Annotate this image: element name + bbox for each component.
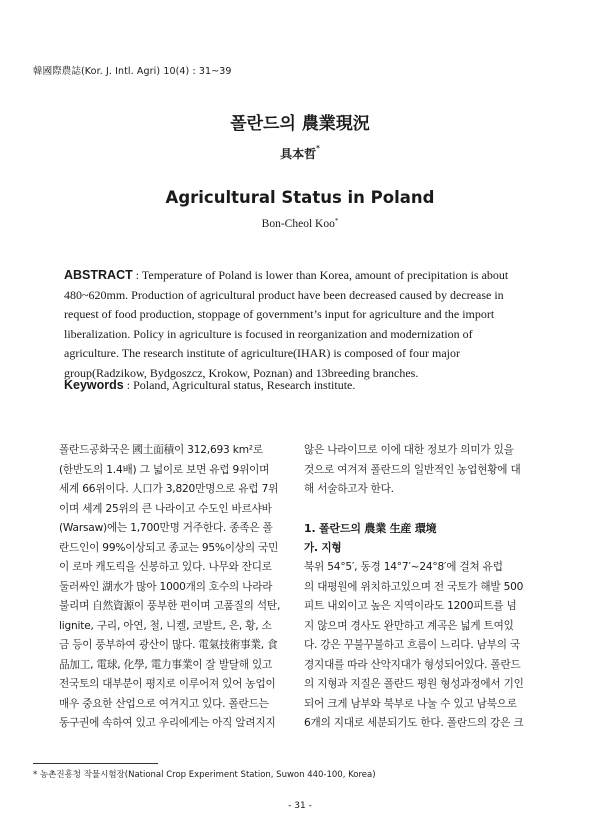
abstract-separator: : bbox=[132, 268, 142, 282]
abstract bbox=[64, 266, 540, 384]
korean-author-name: 具本哲 bbox=[280, 147, 317, 161]
body-line: 것으로 여겨져 폴란드의 일반적인 농업현황에 대 bbox=[304, 463, 521, 476]
section-heading: 1. 폴란드의 農業 生産 環境 bbox=[304, 522, 437, 535]
english-author-footnote-mark: * bbox=[334, 217, 339, 225]
abstract-text: Temperature of Poland is lower than Korea, amount of precipitation is about bbox=[141, 268, 509, 282]
body-line: 둘러싸인 湖水가 많아 1000개의 호수의 나라라 bbox=[59, 580, 273, 593]
body-line: (한반도의 1.4배) 그 넓이로 보면 유럽 9위이며 bbox=[59, 463, 270, 476]
author-footnote-mark: * bbox=[316, 144, 320, 152]
footnote-mark: * bbox=[33, 770, 38, 780]
body-line: 지 않으며 경사도 완만하고 계곡은 넓게 트여있 bbox=[304, 619, 514, 632]
korean-title-text: 폴란드의 農業現況 bbox=[230, 114, 370, 134]
abstract-line: 480~620mm. Production of agricultural product have been decreased caused by decrease in bbox=[64, 287, 504, 302]
body-line: 금 등이 풍부하여 광산이 많다. 電氣技術事業, 食 bbox=[59, 639, 278, 651]
body-line: 란드인이 99%이상되고 종교는 95%이상의 국민 bbox=[59, 541, 279, 554]
english-author bbox=[0, 218, 600, 230]
body-line: 세계 66위이다. 人口가 3,820만명으로 유럽 7위 bbox=[59, 483, 279, 495]
footnote-rule bbox=[33, 763, 158, 764]
english-title-text: Agricultural Status in Poland bbox=[165, 188, 435, 207]
abstract-label: ABSTRACT bbox=[64, 268, 133, 282]
body-line: 되어 크게 남부와 북부로 나눌 수 있고 남북으로 bbox=[304, 697, 517, 710]
keywords-label: Keywords bbox=[64, 378, 124, 392]
body-line: 불리며 自然資源이 풍부한 편이며 고품질의 석탄, bbox=[59, 600, 281, 612]
body-line: 피트 내외이고 높은 지역이라도 1200피트를 넘 bbox=[304, 600, 517, 612]
abstract-line: liberalization. Policy in agriculture is focused in reorganization and modernization of bbox=[64, 326, 473, 341]
abstract-line bbox=[64, 266, 540, 286]
keywords-separator: : bbox=[123, 378, 134, 392]
keywords-text: Poland, Agricultural status, Research institute. bbox=[133, 378, 356, 392]
body-line: 동구권에 속하여 있고 우리에게는 아직 알려지지 bbox=[59, 717, 276, 729]
footnote-text: 농촌진흥청 작물시험장(National Crop Experiment Station, Suwon 440-100, Korea) bbox=[37, 770, 376, 780]
page-number: - 31 - bbox=[288, 801, 312, 811]
journal-citation: 韓國際農誌(Kor. J. Intl. Agri) 10(4) : 31~39 bbox=[33, 66, 232, 77]
body-line: 해 서술하고자 한다. bbox=[304, 483, 394, 495]
body-line: 매우 중요한 산업으로 여겨지고 있다. 폴란드는 bbox=[59, 697, 269, 710]
abstract-line: group(Radzikow, Bydgoszcz, Krokow, Poznan) and 13breeding branches. bbox=[64, 365, 419, 380]
korean-title bbox=[0, 109, 600, 134]
blank-line bbox=[304, 500, 544, 520]
english-author-name: Bon-Cheol Koo bbox=[261, 218, 335, 230]
body-line: 의 대평원에 위치하고있으며 전 국토가 해발 500 bbox=[304, 580, 524, 593]
body-line: (Warsaw)에는 1,700만명 거주한다. 종족은 폴 bbox=[59, 522, 273, 534]
abstract-line: agriculture. The research institute of agriculture(IHAR) is composed of four major bbox=[64, 346, 460, 361]
footnote bbox=[33, 768, 376, 780]
subsection-heading: 가. 지형 bbox=[304, 541, 342, 554]
body-line: 이며 세계 25위의 큰 나라이고 수도인 바르샤바 bbox=[59, 502, 272, 515]
body-right-column bbox=[304, 441, 544, 734]
body-line: 않은 나라이므로 이에 대한 정보가 의미가 있을 bbox=[304, 444, 514, 456]
body-line: 6개의 지대로 세분되기도 한다. 폴란드의 강은 크 bbox=[304, 717, 524, 729]
body-line: 전국토의 대부분이 평지로 이루어져 있어 농업이 bbox=[59, 678, 276, 690]
body-line: 다. 강은 꾸불꾸불하고 흐름이 느리다. 남부의 국 bbox=[304, 639, 520, 651]
body-line: 폴란드공화국은 國土面積이 312,693 km²로 bbox=[59, 444, 263, 456]
body-left-column bbox=[59, 441, 289, 734]
body-line: 경지대를 따라 산악지대가 형성되어있다. 폴란드 bbox=[304, 658, 521, 671]
korean-author bbox=[0, 145, 600, 162]
keywords bbox=[64, 378, 355, 393]
body-line: 북위 54°5′, 동경 14°7′~24°8′에 걸쳐 유럽 bbox=[304, 561, 503, 573]
abstract-line: request of food production, stoppage of government’s input for agriculture and the import bbox=[64, 307, 495, 322]
body-line: 品加工, 電球, 化學, 電力事業이 잘 발달해 있고 bbox=[59, 658, 273, 671]
english-title bbox=[0, 188, 600, 207]
body-line: 의 지형과 지질은 폴란드 평원 형성과정에서 기인 bbox=[304, 678, 524, 690]
body-line: 이 로마 캐도릭을 신봉하고 있다. 나무와 잔디로 bbox=[59, 561, 272, 573]
body-line: lignite, 구리, 아연, 철, 니켈, 코발트, 은, 황, 소 bbox=[59, 619, 272, 632]
